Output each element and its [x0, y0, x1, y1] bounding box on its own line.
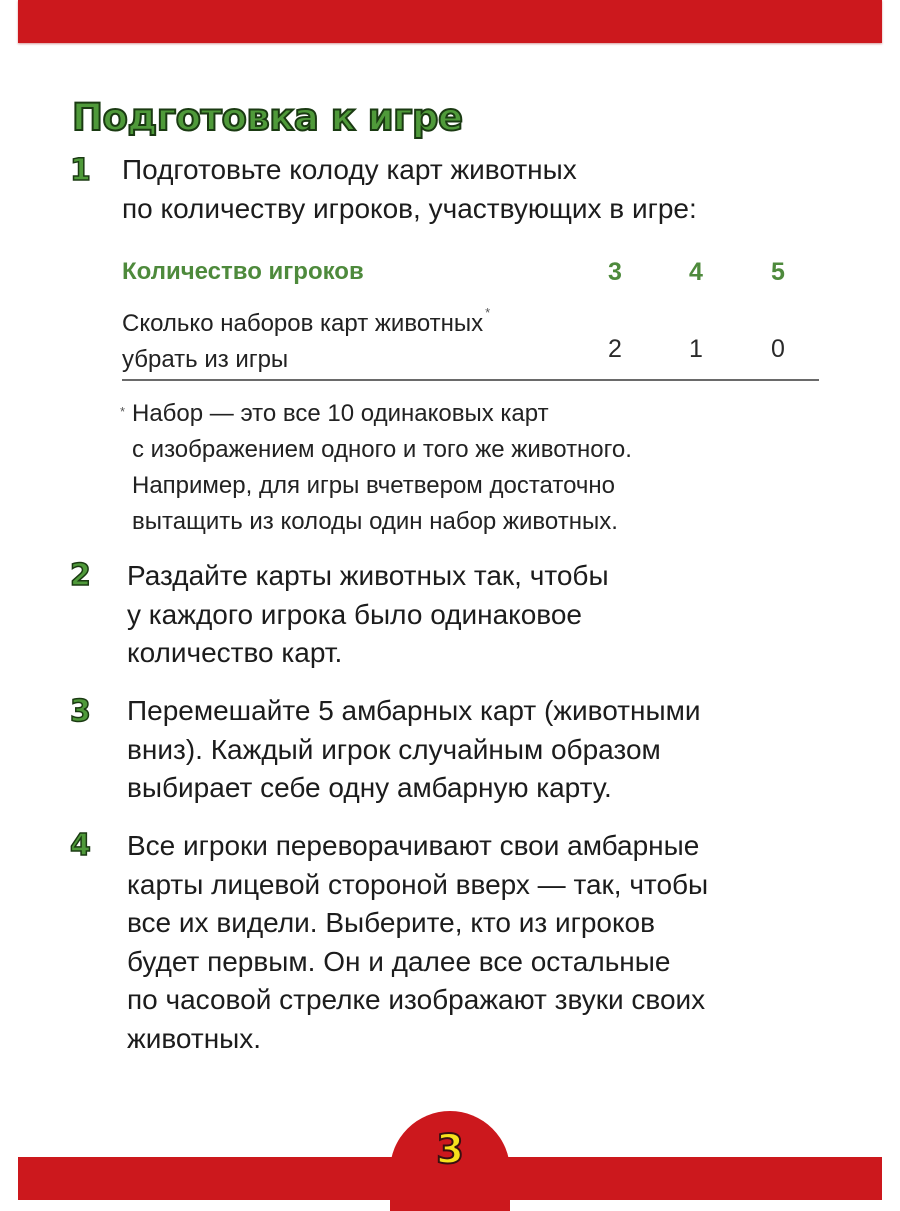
footnote-marker-icon: * [120, 404, 126, 419]
step-4-line-6: животных. [127, 1022, 262, 1054]
page-title: Подготовка к игре [72, 96, 463, 139]
step-3-line-1: Перемешайте 5 амбарных карт (животными [127, 695, 701, 726]
step-number-4: 4 [70, 828, 91, 863]
step-4-line-4: будет первым. Он и далее все остальные [127, 945, 671, 977]
step-1-text [122, 151, 842, 228]
table-row-label [122, 295, 490, 378]
step-1-line-2: по количеству игроков, участвующих в игре: [122, 192, 697, 224]
step-2-line-2: у каждого игрока было одинаковое [127, 598, 582, 630]
step-4-line-3: все их видели. Выберите, кто из игроков [127, 907, 656, 938]
footnote-line-2: с изображением одного и того же животного. [132, 436, 632, 463]
top-decorative-bar [18, 0, 882, 43]
step-2-text [127, 557, 847, 673]
table-row-label-line-2: убрать из игры [122, 346, 289, 373]
step-number-3: 3 [70, 694, 91, 729]
step-4-line-2: карты лицевой стороной вверх — так, чтобы [127, 868, 709, 900]
table-divider [122, 379, 819, 381]
step-number-2: 2 [70, 558, 91, 593]
step-4-line-5: по часовой стрелке изображают звуки своих [127, 984, 706, 1015]
table-value-4-players: 1 [689, 335, 703, 363]
step-2-line-1: Раздайте карты животных так, чтобы [127, 560, 609, 591]
step-4-line-1: Все игроки переворачивают свои амбарные [127, 830, 700, 861]
step-number-1: 1 [70, 153, 91, 188]
table-value-3-players: 2 [608, 335, 622, 363]
footnote [122, 396, 802, 540]
footnote-line-1: Набор — это все 10 одинаковых карт [132, 400, 549, 427]
table-header-label: Количество игроков [122, 258, 364, 285]
footnote-marker-icon: * [485, 305, 491, 320]
footnote-line-3: Например, для игры вчетвером достаточно [132, 472, 616, 499]
footnote-line-4: вытащить из колоды один набор животных. [132, 508, 618, 535]
step-3-line-2: вниз). Каждый игрок случайным образом [127, 733, 661, 765]
table-value-5-players: 0 [771, 335, 785, 363]
page-number: 3 [436, 1127, 464, 1173]
step-4-text [127, 827, 847, 1058]
step-3-line-3: выбирает себе одну амбарную карту. [127, 772, 612, 803]
step-1-line-1: Подготовьте колоду карт животных [122, 154, 577, 185]
table-col-header-4: 4 [689, 258, 703, 286]
step-3-text [127, 692, 847, 808]
step-2-line-3: количество карт. [127, 637, 343, 668]
table-row-label-line-1: Сколько наборов карт животных [122, 310, 484, 337]
table-col-header-3: 3 [608, 258, 622, 286]
table-col-header-5: 5 [771, 258, 785, 286]
